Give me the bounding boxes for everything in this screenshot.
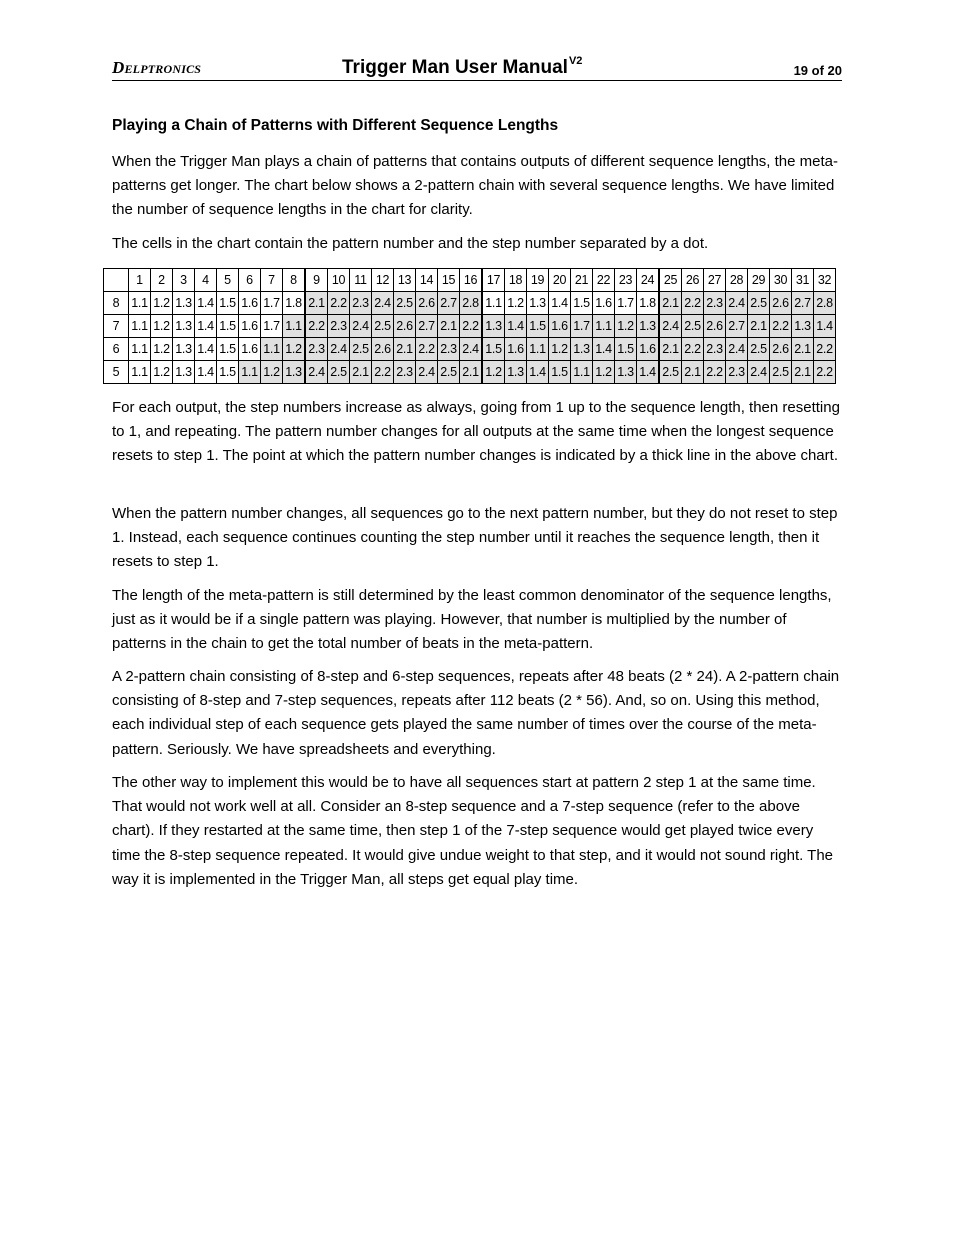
chart-cell: 1.2 [283, 338, 306, 361]
chart-cell: 1.3 [505, 361, 527, 384]
chart-row-label: 5 [104, 361, 129, 384]
chart-cell: 2.4 [328, 338, 350, 361]
chart-cell: 2.4 [305, 361, 328, 384]
chart-column-header: 7 [261, 269, 283, 292]
chart-column-header: 8 [283, 269, 306, 292]
chart-cell: 1.1 [482, 292, 505, 315]
chart-cell: 2.3 [438, 338, 460, 361]
chart-cell: 1.8 [637, 292, 660, 315]
chart-cell: 1.2 [151, 292, 173, 315]
chart-cell: 2.5 [372, 315, 394, 338]
chart-cell: 2.2 [682, 338, 704, 361]
chart-cell: 1.5 [549, 361, 571, 384]
chart-cell: 2.3 [704, 338, 726, 361]
chart-cell: 1.3 [283, 361, 306, 384]
chart-cell: 2.1 [748, 315, 770, 338]
chart-cell: 1.2 [151, 338, 173, 361]
chart-cell: 2.4 [460, 338, 483, 361]
chart-cell: 2.1 [350, 361, 372, 384]
chart-cell: 1.6 [549, 315, 571, 338]
chart-cell: 1.4 [549, 292, 571, 315]
chart-cell: 1.1 [571, 361, 593, 384]
chart-cell: 1.4 [195, 361, 217, 384]
chart-cell: 2.2 [372, 361, 394, 384]
chart-cell: 1.7 [571, 315, 593, 338]
chart-cell: 2.8 [460, 292, 483, 315]
chart-cell: 2.5 [394, 292, 416, 315]
chart-column-header: 17 [482, 269, 505, 292]
paragraph-examples: A 2-pattern chain consisting of 8-step and 6-step sequences, repeats after 48 beats (2 * 24). A 2-pattern chain consisting of 8-step and 7-step sequences, repeats after 112 beats (2 * 56). And, so on. Using this method, each individual step of each sequence gets played the same number of times over the course of the meta-pattern. Seriously. We have spreadsheets and everything. [112, 668, 840, 758]
chart-cell: 2.5 [438, 361, 460, 384]
chart-cell: 1.1 [129, 338, 151, 361]
chart-cell: 1.7 [261, 292, 283, 315]
chart-cell: 2.2 [814, 361, 836, 384]
chart-column-header: 3 [173, 269, 195, 292]
chart-cell: 1.4 [195, 338, 217, 361]
chart-cell: 2.4 [372, 292, 394, 315]
chart-cell: 1.5 [217, 315, 239, 338]
chart-column-header: 9 [305, 269, 328, 292]
chart-cell: 1.5 [217, 338, 239, 361]
chart-column-header: 1 [129, 269, 151, 292]
chart-row [104, 315, 836, 338]
chart-cell: 1.3 [615, 361, 637, 384]
section-heading: Playing a Chain of Patterns with Different Sequence Lengths [112, 117, 559, 134]
chart-cell: 1.3 [482, 315, 505, 338]
chart-column-header: 12 [372, 269, 394, 292]
chart-cell: 1.3 [637, 315, 660, 338]
chart-cell: 2.4 [350, 315, 372, 338]
chart-row-label: 6 [104, 338, 129, 361]
chart-cell: 2.4 [659, 315, 682, 338]
chart-cell: 2.1 [659, 292, 682, 315]
chart-cell: 2.5 [682, 315, 704, 338]
chart-cell: 2.1 [682, 361, 704, 384]
chart-cell: 2.3 [704, 292, 726, 315]
chart-cell: 1.3 [792, 315, 814, 338]
document-title-text: Trigger Man User Manual [342, 57, 568, 78]
chart-cell: 2.6 [704, 315, 726, 338]
chart-column-header: 5 [217, 269, 239, 292]
chart-cell: 2.1 [460, 361, 483, 384]
chart-column-header: 14 [416, 269, 438, 292]
chart-column-header: 16 [460, 269, 483, 292]
chart-cell: 2.2 [328, 292, 350, 315]
chart-cell: 2.8 [814, 292, 836, 315]
chart-cell: 1.5 [482, 338, 505, 361]
chart-cell: 2.5 [770, 361, 792, 384]
chart-column-header: 22 [593, 269, 615, 292]
chart-column-header: 10 [328, 269, 350, 292]
chart-cell: 1.3 [173, 361, 195, 384]
chart-cell: 2.6 [394, 315, 416, 338]
chart-cell: 1.2 [505, 292, 527, 315]
chart-row [104, 292, 836, 315]
chart-cell: 2.2 [305, 315, 328, 338]
chart-column-header: 29 [748, 269, 770, 292]
chart-cell: 1.3 [527, 292, 549, 315]
chart-column-header: 21 [571, 269, 593, 292]
chart-cell: 1.7 [261, 315, 283, 338]
chart-cell: 1.7 [615, 292, 637, 315]
chart-header-row [104, 269, 836, 292]
chart-cell: 1.8 [283, 292, 306, 315]
chart-cell: 1.3 [173, 338, 195, 361]
chart-cell: 2.7 [792, 292, 814, 315]
chart-column-header: 24 [637, 269, 660, 292]
chart-cell: 2.1 [792, 361, 814, 384]
chart-cell: 1.2 [549, 338, 571, 361]
chart-cell: 1.1 [129, 315, 151, 338]
chart-cell: 2.1 [305, 292, 328, 315]
chart-cell: 1.4 [814, 315, 836, 338]
chart-cell: 1.1 [129, 292, 151, 315]
chart-row [104, 361, 836, 384]
chart-cell: 1.5 [217, 361, 239, 384]
chart-cell: 1.1 [283, 315, 306, 338]
chart-cell: 2.3 [726, 361, 748, 384]
chart-cell: 2.6 [770, 292, 792, 315]
chart-cell: 1.2 [151, 315, 173, 338]
chart-column-header: 31 [792, 269, 814, 292]
page-header [112, 52, 842, 81]
page-number: 19 of 20 [793, 63, 842, 78]
chart-cell: 2.4 [726, 292, 748, 315]
chart-corner-cell [104, 269, 129, 292]
chart-cell: 2.2 [460, 315, 483, 338]
chart-cell: 2.6 [372, 338, 394, 361]
chart-cell: 2.1 [438, 315, 460, 338]
chart-cell: 2.4 [748, 361, 770, 384]
chart-column-header: 18 [505, 269, 527, 292]
chart-cell: 1.2 [261, 361, 283, 384]
chart-column-header: 11 [350, 269, 372, 292]
chart-cell: 1.4 [505, 315, 527, 338]
chart-column-header: 4 [195, 269, 217, 292]
chart-cell: 1.4 [593, 338, 615, 361]
chart-column-header: 15 [438, 269, 460, 292]
chart-cell: 1.1 [239, 361, 261, 384]
chart-column-header: 6 [239, 269, 261, 292]
chart-cell: 2.2 [770, 315, 792, 338]
chart-cell: 1.3 [173, 292, 195, 315]
paragraph-pattern-change: When the pattern number changes, all sequences go to the next pattern number, but they do not reset to step 1. Instead, each sequence continues counting the step number until it reaches the sequence length, then it resets to step 1. [112, 505, 838, 571]
chart-cell: 2.5 [748, 338, 770, 361]
chart-column-header: 28 [726, 269, 748, 292]
chart-column-header: 30 [770, 269, 792, 292]
chart-cell: 2.6 [416, 292, 438, 315]
chart-column-header: 27 [704, 269, 726, 292]
chart-cell: 1.6 [593, 292, 615, 315]
chart-cell: 2.1 [659, 338, 682, 361]
chart-cell: 2.5 [350, 338, 372, 361]
chart-column-header: 23 [615, 269, 637, 292]
chart-column-header: 2 [151, 269, 173, 292]
brand-logo: Delptronics [112, 58, 202, 77]
chart-column-header: 32 [814, 269, 836, 292]
chart-cell: 1.2 [482, 361, 505, 384]
chart-cell: 2.3 [305, 338, 328, 361]
chart-column-header: 20 [549, 269, 571, 292]
chart-cell: 2.3 [328, 315, 350, 338]
chart-cell: 2.2 [704, 361, 726, 384]
chart-cell: 2.5 [748, 292, 770, 315]
chart-cell: 1.1 [129, 361, 151, 384]
chart-cell: 1.2 [593, 361, 615, 384]
chart-cell: 1.4 [195, 292, 217, 315]
chart-column-header: 26 [682, 269, 704, 292]
pattern-chain-chart [103, 268, 836, 384]
chart-cell: 2.2 [682, 292, 704, 315]
chart-cell: 1.4 [527, 361, 549, 384]
chart-cell: 2.7 [416, 315, 438, 338]
chart-cell: 2.5 [328, 361, 350, 384]
chart-cell: 1.2 [151, 361, 173, 384]
document-title [342, 55, 582, 79]
chart-cell: 1.1 [593, 315, 615, 338]
chart-row [104, 338, 836, 361]
chart-cell: 2.2 [416, 338, 438, 361]
chart-cell: 1.3 [571, 338, 593, 361]
paragraph-meta-pattern-length: The length of the meta-pattern is still determined by the least common denominator of the sequence lengths, just as it would be if a single pattern was playing. However, that number is multiplied by the number of patterns in the chain to get the total number of beats in the meta-pattern. [112, 587, 832, 653]
chart-cell: 1.6 [637, 338, 660, 361]
chart-cell: 2.1 [394, 338, 416, 361]
chart-cell: 1.6 [239, 315, 261, 338]
chart-cell: 1.4 [195, 315, 217, 338]
paragraph-step-numbers: For each output, the step numbers increase as always, going from 1 up to the sequence length, then resetting to 1, and repeating. The pattern number changes for all outputs at the same time when the longest sequence resets to step 1. The point at which the pattern number changes is indicated by a thick line in the above chart. [112, 399, 840, 465]
chart-column-header: 13 [394, 269, 416, 292]
chart-column-header: 19 [527, 269, 549, 292]
chart-cell: 1.4 [637, 361, 660, 384]
chart-cell: 2.7 [438, 292, 460, 315]
chart-cell: 2.4 [416, 361, 438, 384]
chart-cell: 1.1 [261, 338, 283, 361]
chart-row-label: 7 [104, 315, 129, 338]
chart-cell: 2.1 [792, 338, 814, 361]
chart-cell: 1.5 [571, 292, 593, 315]
chart-column-header: 25 [659, 269, 682, 292]
chart-cell: 1.5 [615, 338, 637, 361]
chart-cell: 2.7 [726, 315, 748, 338]
title-superscript: V2 [568, 55, 583, 67]
chart-cell: 2.4 [726, 338, 748, 361]
chart-cell: 1.3 [173, 315, 195, 338]
chart-cell: 1.1 [527, 338, 549, 361]
chart-cell: 1.6 [239, 292, 261, 315]
chart-cell: 1.6 [505, 338, 527, 361]
chart-cell: 2.5 [659, 361, 682, 384]
chart-cell: 1.5 [217, 292, 239, 315]
paragraph-intro: When the Trigger Man plays a chain of patterns that contains outputs of different sequence lengths, the meta-patterns get longer. The chart below shows a 2-pattern chain with several sequence lengths. We have limited the number of sequence lengths in the chart for clarity. [112, 153, 838, 219]
chart-cell: 1.2 [615, 315, 637, 338]
chart-cell: 2.6 [770, 338, 792, 361]
chart-cell: 1.6 [239, 338, 261, 361]
chart-cell: 1.5 [527, 315, 549, 338]
chart-cell: 2.2 [814, 338, 836, 361]
chart-cell: 2.3 [394, 361, 416, 384]
chart-row-label: 8 [104, 292, 129, 315]
paragraph-alternative: The other way to implement this would be to have all sequences start at pattern 2 step 1 at the same time. That would not work well at all. Consider an 8-step sequence and a 7-step sequence (refer to the above chart). If they restarted at the same time, then step 1 of the 7-step sequence would get played twice every time the 8-step sequence repeated. It would give undue weight to that step, and it would not sound right. The way it is implemented in the Trigger Man, all steps get equal play time. [112, 774, 834, 888]
paragraph-cell-format: The cells in the chart contain the pattern number and the step number separated by a dot. [112, 235, 709, 252]
chart-cell: 2.3 [350, 292, 372, 315]
